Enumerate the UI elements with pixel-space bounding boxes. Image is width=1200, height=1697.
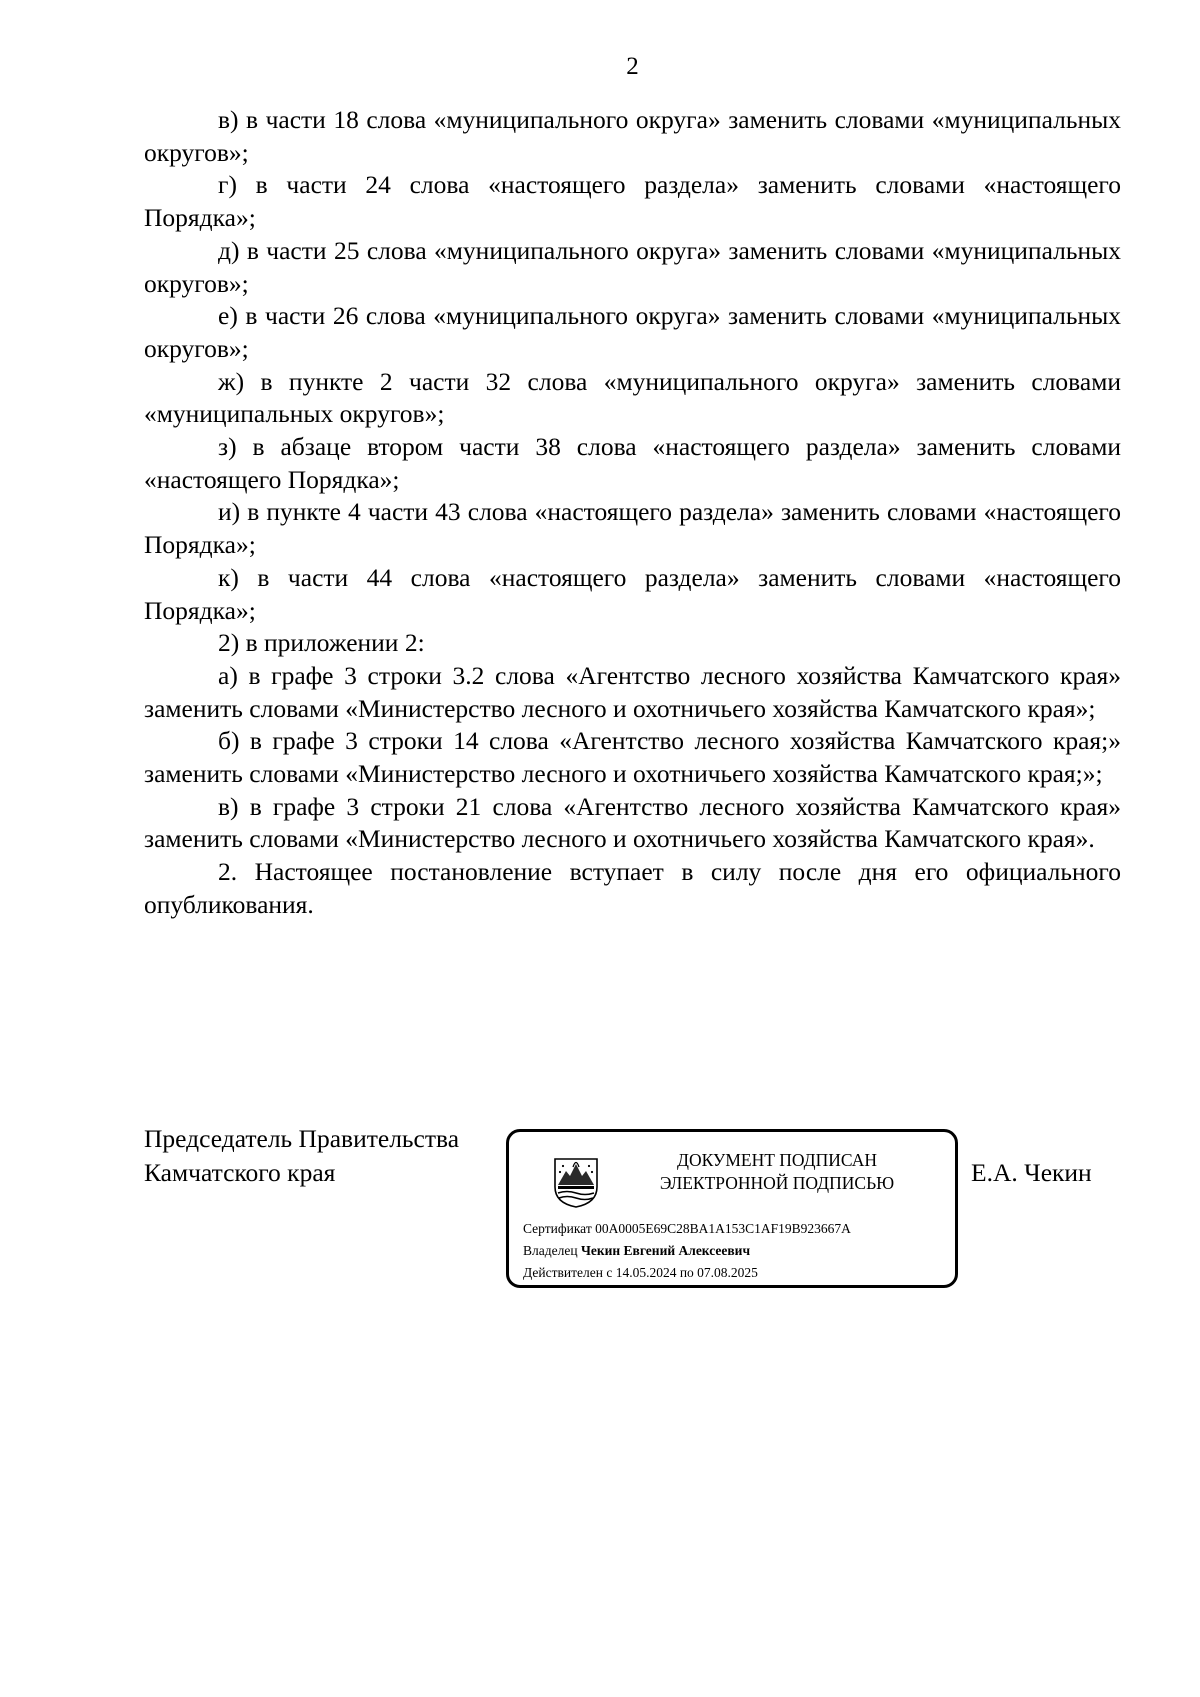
signer-position-line-2: Камчатского края: [144, 1158, 336, 1187]
signer-position: [144, 1122, 459, 1190]
document-body: [144, 104, 1121, 922]
certificate-value: 00A0005E69C28BA1A153C1AF19B923667A: [595, 1221, 851, 1236]
paragraph-i-part-43: и) в пункте 4 части 43 слова «настоящего раздела» заменить словами «настоящего Порядка»;: [144, 497, 1121, 560]
stamp-heading: [627, 1149, 927, 1195]
certificate-row: [523, 1218, 851, 1240]
certificate-label: Сертификат: [523, 1221, 592, 1236]
paragraph-zh-part-32: ж) в пункте 2 части 32 слова «муниципального округа» заменить словами «муниципальных округов»;: [144, 366, 1121, 429]
validity-from-label: с: [606, 1265, 613, 1280]
kamchatka-coat-of-arms-icon: [551, 1155, 601, 1209]
paragraph-appendix-2: 2) в приложении 2:: [218, 628, 425, 658]
stamp-heading-line-2: ЭЛЕКТРОННОЙ ПОДПИСЬЮ: [659, 1173, 895, 1193]
validity-label: Действителен: [523, 1265, 603, 1280]
paragraph-b-row-14: б) в графе 3 строки 14 слова «Агентство лесного хозяйства Камчатского края;» заменить словами «Министерство лесного и охотничьего хозяйства Камчатского края;»;: [144, 726, 1121, 789]
stamp-details: [523, 1218, 851, 1284]
paragraph-k-part-44: к) в части 44 слова «настоящего раздела» заменить словами «настоящего Порядка»;: [144, 562, 1121, 625]
stamp-heading-line-1: ДОКУМЕНТ ПОДПИСАН: [677, 1150, 877, 1170]
paragraph-v-part-18: в) в части 18 слова «муниципального округа» заменить словами «муниципальных округов»;: [144, 105, 1121, 167]
signer-name: Е.А. Чекин: [971, 1158, 1092, 1187]
owner-label: Владелец: [523, 1243, 578, 1258]
validity-row: [523, 1262, 851, 1284]
validity-to-label: по: [679, 1265, 694, 1280]
signer-position-line-1: Председатель Правительства: [144, 1124, 460, 1153]
validity-to-date: 07.08.2025: [697, 1265, 758, 1280]
paragraph-v-row-21: в) в графе 3 строки 21 слова «Агентство лесного хозяйства Камчатского края» заменить словами «Министерство лесного и охотничьего хозяйства Камчатского края».: [144, 791, 1121, 854]
electronic-signature-stamp: [506, 1129, 958, 1288]
paragraph-entry-into-force: 2. Настоящее постановление вступает в силу после дня его официального опубликования.: [144, 857, 1121, 919]
owner-row: [523, 1240, 851, 1262]
page-number: 2: [626, 53, 639, 80]
paragraph-g-part-24: г) в части 24 слова «настоящего раздела» заменить словами «настоящего Порядка»;: [144, 170, 1121, 233]
validity-from-date: 14.05.2024: [615, 1265, 677, 1280]
paragraph-z-part-38: з) в абзаце втором части 38 слова «настоящего раздела» заменить словами «настоящего Порядка»;: [144, 432, 1121, 494]
owner-value: Чекин Евгений Алексеевич: [580, 1243, 751, 1258]
paragraph-d-part-25: д) в части 25 слова «муниципального округа» заменить словами «муниципальных округов»;: [144, 235, 1121, 298]
paragraph-e-part-26: е) в части 26 слова «муниципального округа» заменить словами «муниципальных округов»;: [144, 301, 1121, 363]
paragraph-a-row-3-2: а) в графе 3 строки 3.2 слова «Агентство лесного хозяйства Камчатского края» заменить словами «Министерство лесного и охотничьего хозяйства Камчатского края»;: [144, 660, 1121, 723]
